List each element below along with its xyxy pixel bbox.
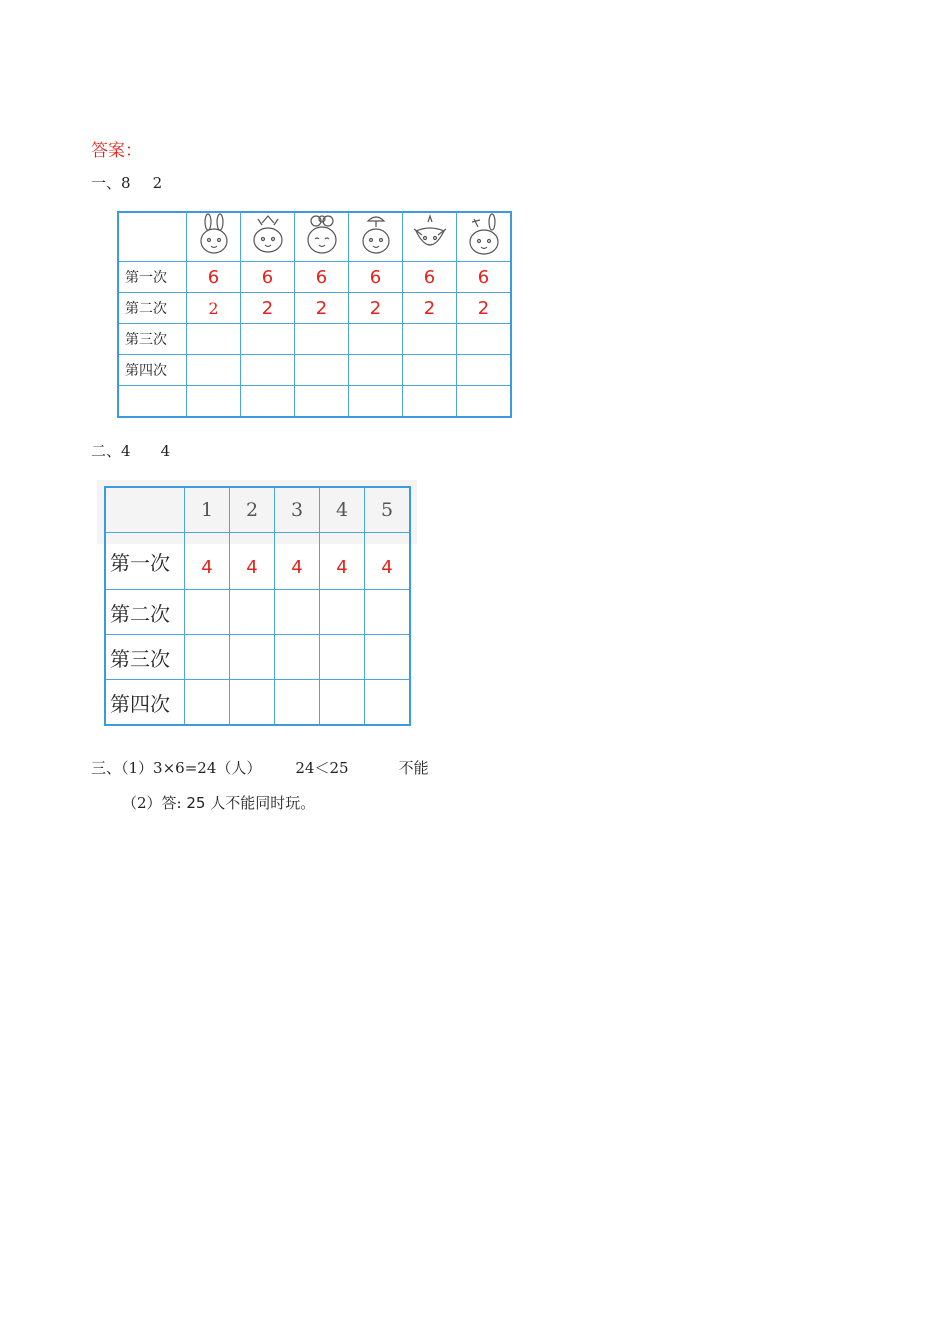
- table-cell: [403, 355, 457, 386]
- table-cell: [457, 355, 512, 386]
- table-header-row: [105, 487, 410, 533]
- table-row: [118, 355, 511, 386]
- table-cell: [295, 386, 349, 418]
- face-cell: [241, 212, 295, 262]
- section3-compare: 24＜25: [295, 759, 349, 777]
- table-cell: 2: [241, 293, 295, 324]
- row-label: [118, 386, 187, 418]
- table-cell: [349, 386, 403, 418]
- section2-table: [104, 486, 411, 726]
- table-cell: [295, 324, 349, 355]
- table-row: [118, 324, 511, 355]
- table-cell: [241, 355, 295, 386]
- table-cell: 4: [275, 533, 320, 590]
- table-cell: 6: [349, 262, 403, 293]
- table-cell: 4: [320, 533, 365, 590]
- section3-part2-text: 25 人不能同时玩。: [186, 794, 316, 812]
- table-cell: [403, 324, 457, 355]
- table-cell: [185, 635, 230, 680]
- fox-face-icon: [408, 213, 452, 257]
- section3-result: 不能: [398, 759, 429, 777]
- table-cell: [275, 590, 320, 635]
- table-cell: [365, 590, 411, 635]
- table-cell: [187, 355, 241, 386]
- table-row: [118, 262, 511, 293]
- table-cell: 4: [185, 533, 230, 590]
- table-cell: 4: [365, 533, 411, 590]
- row-label: 第四次: [118, 355, 187, 386]
- face-cell: [403, 212, 457, 262]
- table-cell: [295, 355, 349, 386]
- section1-answer-line: [91, 172, 162, 193]
- section1-answer-2: 2: [152, 174, 163, 192]
- corner-cell: [105, 487, 185, 533]
- answer-heading: 答案：: [91, 141, 142, 161]
- face-cell: [295, 212, 349, 262]
- girl-face-icon: [246, 213, 290, 257]
- table-cell: 6: [241, 262, 295, 293]
- column-header: 2: [230, 487, 275, 533]
- column-header: 5: [365, 487, 411, 533]
- table-cell: [275, 680, 320, 726]
- table-cell: 6: [295, 262, 349, 293]
- table-row: [118, 386, 511, 418]
- table-cell: [320, 680, 365, 726]
- table-cell: 6: [187, 262, 241, 293]
- table-cell: 2: [457, 293, 512, 324]
- section3-answer-line: [91, 757, 429, 778]
- table-cell: [185, 680, 230, 726]
- table-cell: [230, 680, 275, 726]
- table-cell: 2: [295, 293, 349, 324]
- row-label: 第三次: [118, 324, 187, 355]
- row-label: 第一次: [105, 533, 185, 590]
- row-label: 第二次: [105, 590, 185, 635]
- table-cell: 4: [230, 533, 275, 590]
- table-cell: [365, 680, 411, 726]
- rabbit-face-icon: [462, 213, 506, 257]
- section3-prefix: 三、: [91, 759, 122, 777]
- table-cell: [241, 324, 295, 355]
- row-label: 第四次: [105, 680, 185, 726]
- row-label: 第二次: [118, 293, 187, 324]
- column-header: 4: [320, 487, 365, 533]
- table-cell: 2: [187, 293, 241, 324]
- table-cell: [403, 386, 457, 418]
- table-row: [105, 590, 410, 635]
- column-header: 3: [275, 487, 320, 533]
- section2-answer-line: [91, 440, 170, 461]
- table-row: [118, 293, 511, 324]
- flower-girl-face-icon: [300, 213, 344, 257]
- table-cell: [230, 635, 275, 680]
- table-cell: 2: [403, 293, 457, 324]
- table-row: [105, 533, 410, 590]
- section3-part2-prefix: （2）答:: [122, 794, 187, 812]
- table-cell: 6: [403, 262, 457, 293]
- table-cell: [320, 590, 365, 635]
- table-cell: [349, 324, 403, 355]
- face-cell: [187, 212, 241, 262]
- face-cell: [349, 212, 403, 262]
- section1-prefix: 一、: [91, 174, 122, 192]
- section1-table: [117, 211, 512, 418]
- table-cell: [241, 386, 295, 418]
- table-cell: [187, 324, 241, 355]
- corner-cell: [118, 212, 187, 262]
- table-cell: 2: [349, 293, 403, 324]
- bunny-face-icon: [192, 213, 236, 257]
- row-label: 第一次: [118, 262, 187, 293]
- table-cell: [230, 590, 275, 635]
- section3-part1: （1）3×6=24（人）: [121, 759, 262, 777]
- table-header-row: [118, 212, 511, 262]
- table-cell: [320, 635, 365, 680]
- table-cell: [457, 386, 512, 418]
- table-cell: [275, 635, 320, 680]
- table-cell: [365, 635, 411, 680]
- table-cell: [349, 355, 403, 386]
- table-cell: [185, 590, 230, 635]
- squirrel-face-icon: [354, 213, 398, 257]
- section2-answer-1: 4: [121, 442, 131, 460]
- face-cell: [457, 212, 512, 262]
- column-header: 1: [185, 487, 230, 533]
- section3-part2-line: [122, 792, 315, 813]
- table-cell: 6: [457, 262, 512, 293]
- table-cell: [457, 324, 512, 355]
- table-cell: [187, 386, 241, 418]
- section2-answer-2: 4: [160, 442, 171, 460]
- section2-prefix: 二、: [91, 442, 122, 460]
- table-row: [105, 635, 410, 680]
- row-label: 第三次: [105, 635, 185, 680]
- table-row: [105, 680, 410, 726]
- section1-answer-1: 8: [121, 174, 131, 192]
